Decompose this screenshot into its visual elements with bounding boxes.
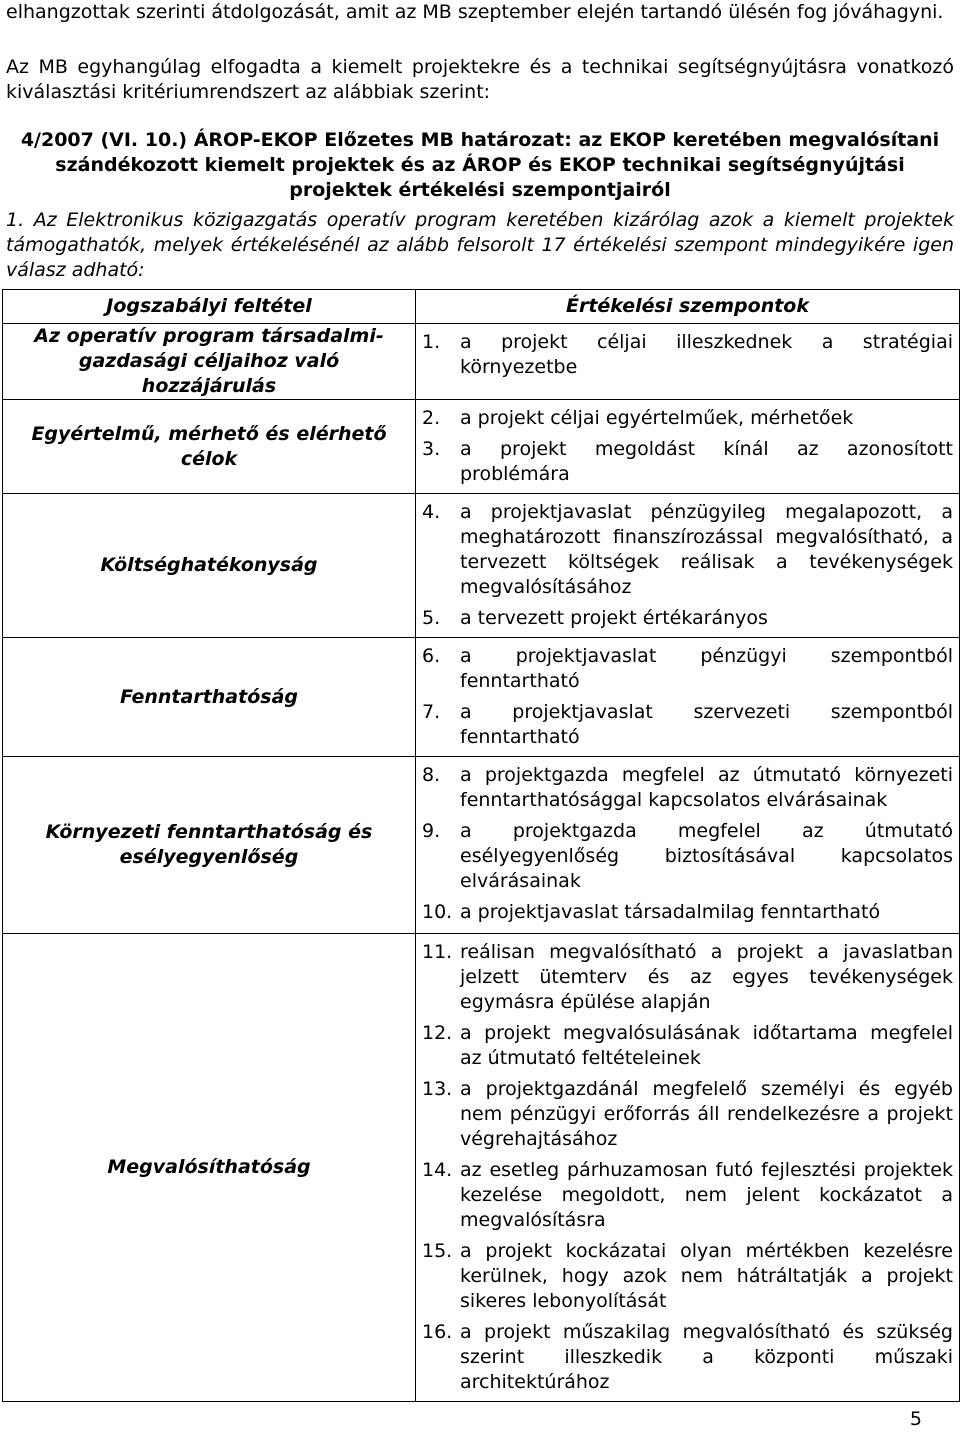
criterion-number: 14. <box>422 1159 453 1181</box>
criteria-cell <box>416 324 960 400</box>
criterion-text: a projektjavaslat társadalmilag fenntartható <box>460 901 881 923</box>
criterion-text: a projekt céljai egyértelműek, mérhetőek <box>460 407 854 429</box>
criterion-number: 8. <box>422 764 441 786</box>
criterion-number: 6. <box>422 645 441 667</box>
table-row <box>3 400 960 494</box>
criterion-text: a projekt megoldást kínál az azonosított problémára <box>460 438 953 485</box>
criterion-text: a projekt megvalósulásának időtartama megfelel az útmutató feltételeinek <box>460 1022 953 1069</box>
table-header-row <box>3 290 960 324</box>
header-legal-condition: Jogszabályi feltétel <box>3 290 416 324</box>
criterion-item <box>422 1320 953 1395</box>
criterion-item <box>422 1021 953 1071</box>
criterion-text: a projekt céljai illeszkednek a stratégiai környezetbe <box>460 331 953 378</box>
criteria-cell <box>416 400 960 494</box>
criterion-text: a projektjavaslat pénzügyi szempontból fenntartható <box>460 645 953 692</box>
page-number: 5 <box>909 1408 922 1430</box>
criterion-item <box>422 437 953 487</box>
point-1-paragraph: 1. Az Elektronikus közigazgatás operatív program keretében kizárólag azok a kiemelt projektek támogathatók, melyek értékelésénél az alább felsorolt 17 értékelési szempont mindegyikére igen válasz adható: <box>6 209 954 281</box>
condition-cell: Az operatív program társadalmi-gazdasági céljaihoz való hozzájárulás <box>3 324 416 400</box>
criterion-item <box>422 406 953 431</box>
condition-cell: Költséghatékonyság <box>3 494 416 638</box>
resolution-title: 4/2007 (VI. 10.) ÁROP-EKOP Előzetes MB határozat: az EKOP keretében megvalósítani szándékozott kiemelt projektek és az ÁROP és EKOP technikai segítségnyújtási projektek értékelési szempontjairól <box>20 129 940 201</box>
criteria-table <box>2 289 960 1402</box>
criterion-number: 12. <box>422 1022 453 1044</box>
criterion-number: 15. <box>422 1240 453 1262</box>
criterion-text: a projekt műszakilag megvalósítható és szükség szerint illeszkedik a központi műszaki architektúrához <box>460 1321 953 1393</box>
criterion-item <box>422 1239 953 1314</box>
criterion-text: a tervezett projekt értékarányos <box>460 607 768 629</box>
criterion-text: a projekt kockázatai olyan mértékben kezelésre kerülnek, hogy azok nem hátráltatják a projekt sikeres lebonyolítását <box>460 1240 953 1312</box>
condition-cell: Egyértelmű, mérhető és elérhető célok <box>3 400 416 494</box>
table-row <box>3 324 960 400</box>
header-evaluation-criteria: Értékelési szempontok <box>416 290 960 324</box>
criterion-number: 9. <box>422 820 441 842</box>
intro-paragraph: elhangzottak szerinti átdolgozását, amit az MB szeptember elején tartandó ülésén fog jóváhagyni. <box>6 1 944 23</box>
criteria-cell <box>416 757 960 934</box>
condition-cell: Megvalósíthatóság <box>3 934 416 1402</box>
criterion-item <box>422 1077 953 1152</box>
criterion-item <box>422 763 953 813</box>
table-row <box>3 638 960 757</box>
criterion-number: 5. <box>422 607 441 629</box>
criterion-text: a projektjavaslat pénzügyileg megalapozott, a meghatározott finanszírozással megvalósítható, a tervezett költségek reálisak a tevékenységek megvalósításához <box>460 501 953 598</box>
criteria-cell <box>416 494 960 638</box>
condition-cell: Környezeti fenntarthatóság és esélyegyenlőség <box>3 757 416 934</box>
criterion-number: 1. <box>422 331 441 353</box>
table-row <box>3 934 960 1402</box>
table-row <box>3 494 960 638</box>
criterion-item <box>422 500 953 600</box>
criterion-item <box>422 900 953 925</box>
criterion-text: a projektgazda megfelel az útmutató környezeti fenntarthatósággal kapcsolatos elvárásainak <box>460 764 953 811</box>
criterion-item <box>422 1158 953 1233</box>
criterion-text: a projektgazdánál megfelelő személyi és egyéb nem pénzügyi erőforrás áll rendelkezésre a projekt végrehajtásához <box>460 1078 953 1150</box>
criterion-item <box>422 606 953 631</box>
criterion-number: 16. <box>422 1321 453 1343</box>
criterion-item <box>422 940 953 1015</box>
criterion-number: 10. <box>422 901 453 923</box>
criterion-text: a projektjavaslat szervezeti szempontból fenntartható <box>460 701 953 748</box>
intro-paragraph-2: Az MB egyhangúlag elfogadta a kiemelt projektekre és a technikai segítségnyújtásra vonatkozó kiválasztási kritériumrendszert az alábbiak szerint: <box>6 56 954 103</box>
criterion-number: 4. <box>422 501 441 523</box>
criterion-text: az esetleg párhuzamosan futó fejlesztési projektek kezelése megoldott, nem jelent kockázatot a megvalósításra <box>460 1159 953 1231</box>
criterion-item <box>422 819 953 894</box>
criterion-text: reálisan megvalósítható a projekt a javaslatban jelzett ütemterv és az egyes tevékenységek egymásra épülése alapján <box>460 941 953 1013</box>
criterion-number: 13. <box>422 1078 453 1100</box>
criterion-item <box>422 330 953 380</box>
criterion-number: 3. <box>422 438 441 460</box>
criterion-item <box>422 700 953 750</box>
criterion-text: a projektgazda megfelel az útmutató esélyegyenlőség biztosításával kapcsolatos elvárásainak <box>460 820 953 892</box>
condition-cell: Fenntarthatóság <box>3 638 416 757</box>
criteria-cell <box>416 934 960 1402</box>
criterion-number: 7. <box>422 701 441 723</box>
criterion-item <box>422 644 953 694</box>
table-row <box>3 757 960 934</box>
criteria-cell <box>416 638 960 757</box>
criterion-number: 2. <box>422 407 441 429</box>
criterion-number: 11. <box>422 941 453 963</box>
